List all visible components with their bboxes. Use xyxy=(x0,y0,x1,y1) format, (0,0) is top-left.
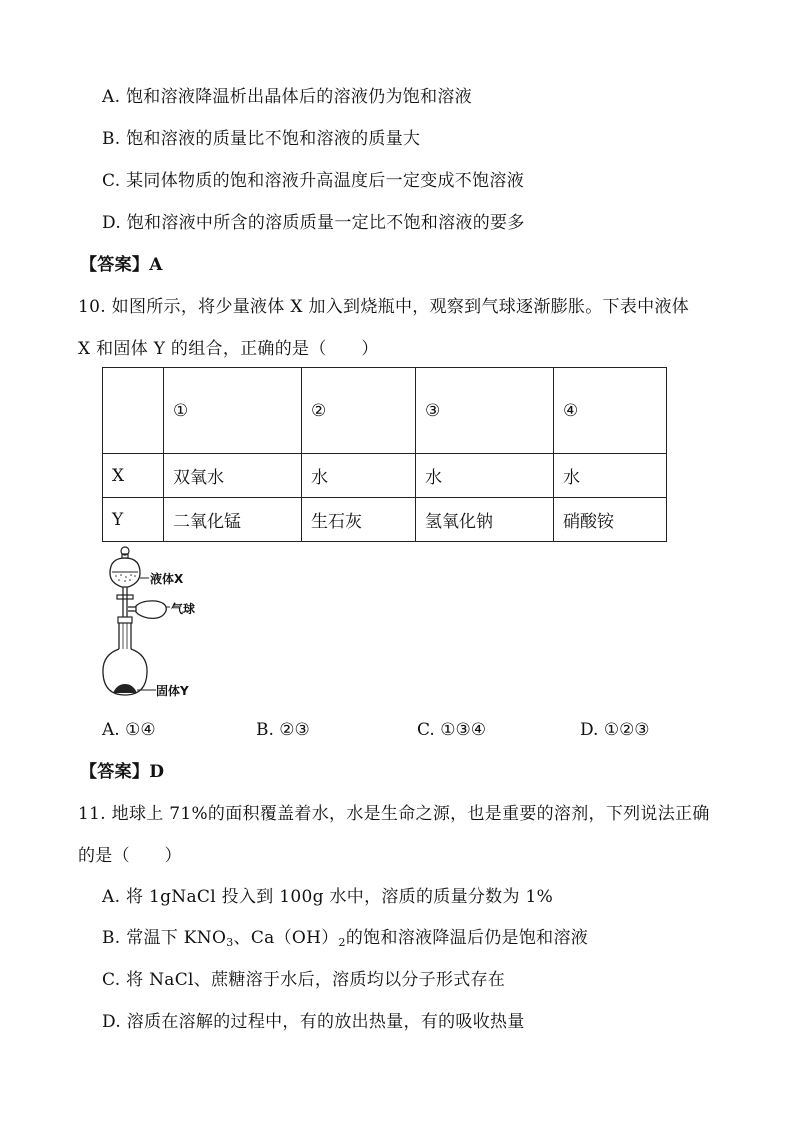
table-header-row xyxy=(103,368,667,454)
table-cell: 水 xyxy=(416,454,554,498)
q11-option-b-text: 、Ca（OH） xyxy=(233,928,339,948)
table-cell: Y xyxy=(103,498,164,542)
table-cell: X xyxy=(103,454,164,498)
table-row-y xyxy=(103,498,667,542)
table-cell: ③ xyxy=(416,368,554,454)
table-cell: 硝酸铵 xyxy=(554,498,667,542)
q9-answer: 【答案】A xyxy=(80,255,163,275)
flask-stopper-icon xyxy=(118,617,132,623)
q10-table xyxy=(102,367,667,542)
table-cell xyxy=(103,368,164,454)
table-row-x xyxy=(103,454,667,498)
q10-option-b: B. ②③ xyxy=(256,720,310,740)
balloon-icon xyxy=(136,601,166,619)
table-cell: 氢氧化钠 xyxy=(416,498,554,542)
q10-stem-line1: 10. 如图所示，将少量液体 X 加入到烧瓶中，观察到气球逐渐膨胀。下表中液体 xyxy=(78,297,690,317)
solid-y-pile-icon xyxy=(113,684,137,693)
label-balloon: 气球 xyxy=(171,602,196,616)
q10-stem-line2: X 和固体 Y 的组合，正确的是（ ） xyxy=(78,339,379,359)
table-cell: 二氧化锰 xyxy=(164,498,302,542)
q11-option-d: D. 溶质在溶解的过程中，有的放出热量，有的吸收热量 xyxy=(102,1012,525,1032)
q11-option-b-text: 的饱和溶液降温后仍是饱和溶液 xyxy=(345,928,589,948)
label-solid-y: 固体Y xyxy=(156,684,189,698)
table-cell: ② xyxy=(302,368,416,454)
q9-option-d: D. 饱和溶液中所含的溶质质量一定比不饱和溶液的要多 xyxy=(102,213,525,233)
q10-answer: 【答案】D xyxy=(80,762,165,782)
q11-stem-line2: 的是（ ） xyxy=(78,846,182,866)
q10-option-c: C. ①③④ xyxy=(417,720,486,740)
q11-option-b-text: B. 常温下 KNO xyxy=(102,928,227,948)
q9-option-b: B. 饱和溶液的质量比不饱和溶液的质量大 xyxy=(102,129,421,149)
apparatus-figure xyxy=(98,545,208,700)
flask-apparatus-illustration xyxy=(98,545,208,700)
subscript: 2 xyxy=(338,936,346,949)
table-cell: 水 xyxy=(554,454,667,498)
stopcock-icon xyxy=(117,595,133,599)
table-cell: ① xyxy=(164,368,302,454)
q11-option-b xyxy=(102,927,588,949)
table-cell: 双氧水 xyxy=(164,454,302,498)
table-cell: ④ xyxy=(554,368,667,454)
q11-stem-line1: 11. 地球上 71%的面积覆盖着水，水是生命之源，也是重要的溶剂，下列说法正确 xyxy=(78,804,710,824)
q10-option-a: A. ①④ xyxy=(102,720,156,740)
q10-option-d: D. ①②③ xyxy=(580,720,650,740)
q11-option-c: C. 将 NaCl、蔗糖溶于水后，溶质均以分子形式存在 xyxy=(102,970,506,990)
q11-option-a: A. 将 1gNaCl 投入到 100g 水中，溶质的质量分数为 1% xyxy=(102,887,554,907)
subscript: 3 xyxy=(226,936,234,949)
table-cell: 水 xyxy=(302,454,416,498)
q9-option-c: C. 某同体物质的饱和溶液升高温度后一定变成不饱溶液 xyxy=(102,171,525,191)
q9-option-a: A. 饱和溶液降温析出晶体后的溶液仍为饱和溶液 xyxy=(102,87,472,107)
label-liquid-x: 液体X xyxy=(150,572,184,586)
table-cell: 生石灰 xyxy=(302,498,416,542)
